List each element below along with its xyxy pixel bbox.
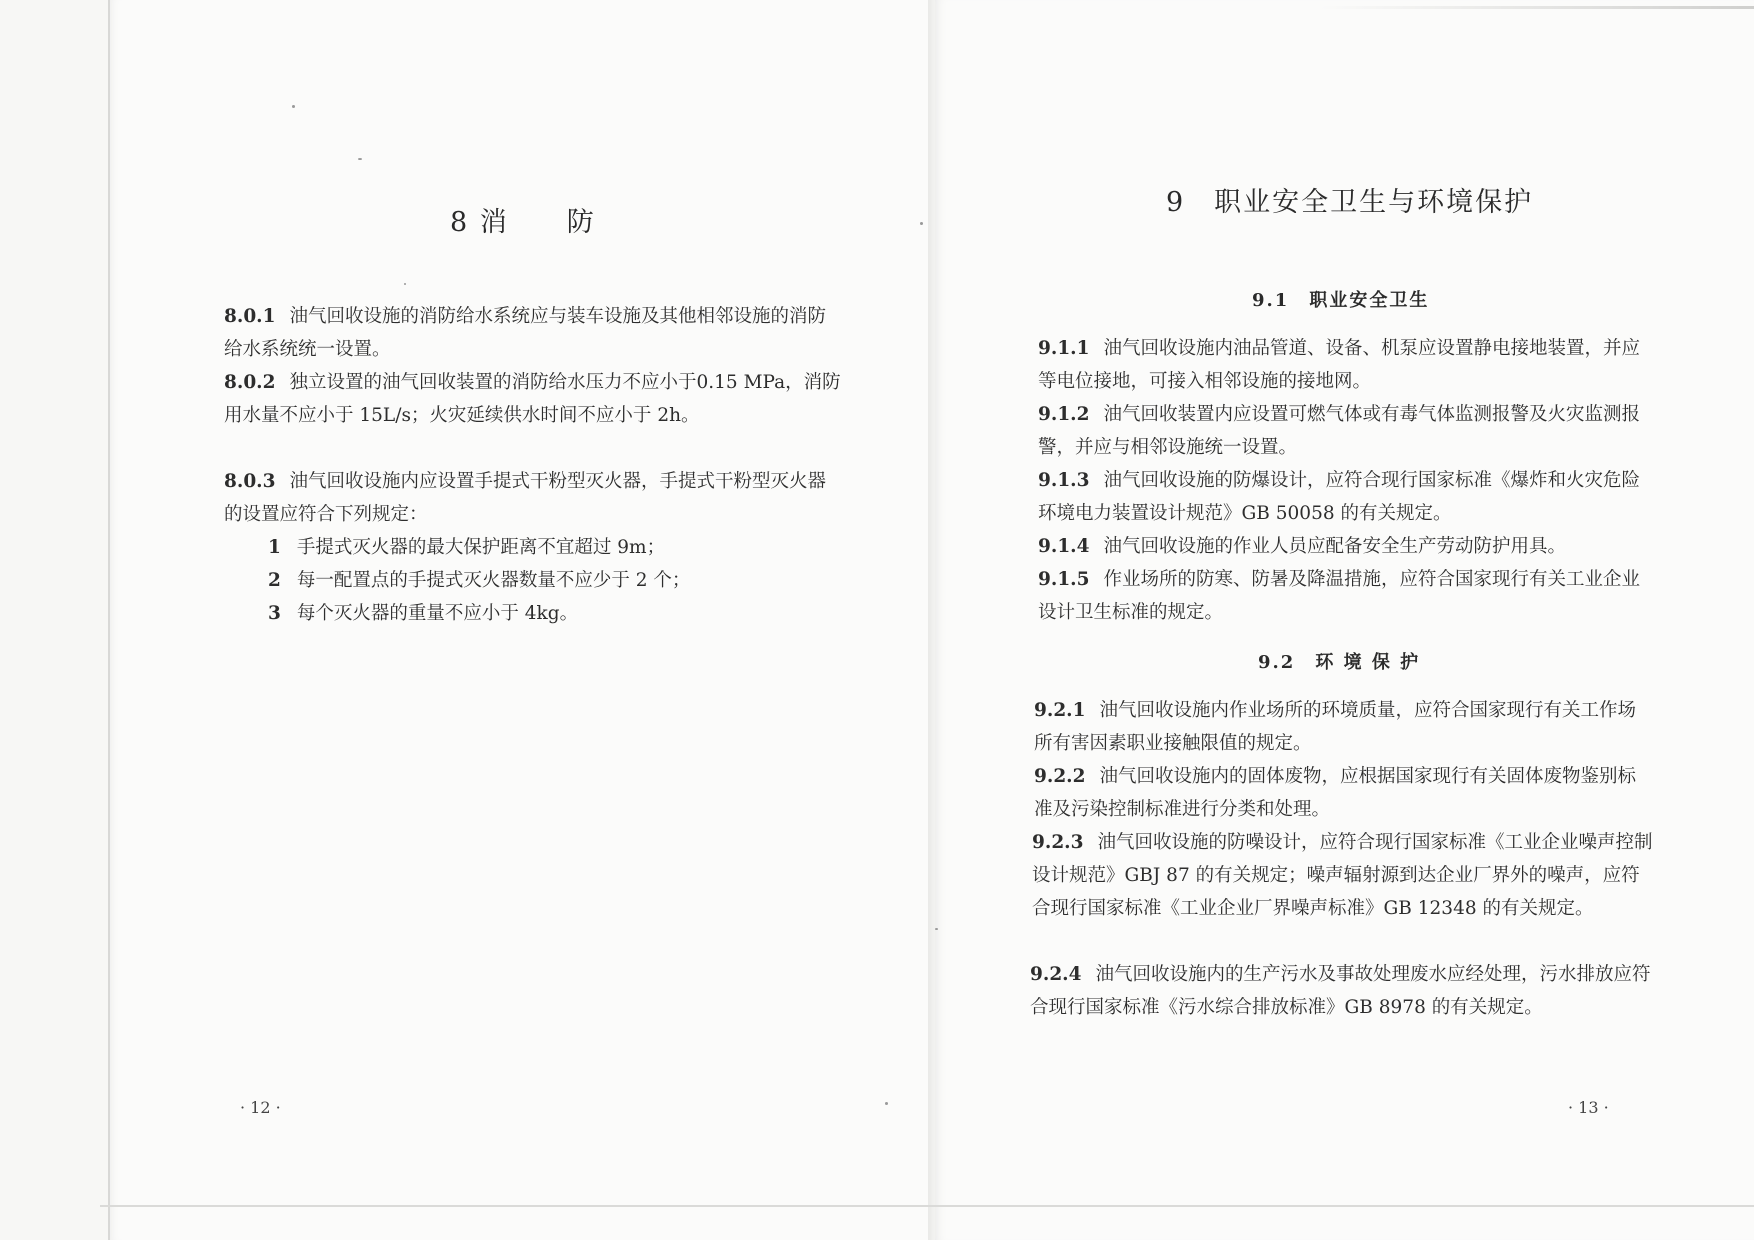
clause-9-1-5 — [1038, 563, 1658, 629]
clause-number: 9.1.1 — [1038, 338, 1090, 359]
clause-9-2-1 — [1034, 694, 1654, 760]
clause-number: 9.1.3 — [1038, 470, 1090, 491]
clause-number: 9.1.4 — [1038, 536, 1090, 557]
clause-number: 9.2.4 — [1030, 964, 1082, 985]
clause-9-1-3 — [1038, 464, 1658, 530]
clause-text: 油气回收设施内的固体废物，应根据国家现行有关固体废物鉴别标准及污染控制标准进行分类和处理。 — [1034, 766, 1637, 820]
list-number: 2 — [268, 570, 281, 591]
list-text: 每一配置点的手提式灭火器数量不应少于 2 个； — [296, 570, 691, 591]
clause-9-1-2 — [1038, 398, 1658, 464]
list-text: 每个灭火器的重量不应小于 4kg。 — [296, 603, 579, 624]
book-gutter — [928, 0, 935, 1240]
scan-speck — [358, 158, 362, 160]
clause-text: 油气回收装置内应设置可燃气体或有毒气体监测报警及火灾监测报警，并应与相邻设施统一设置。 — [1038, 404, 1641, 458]
clause-text: 油气回收设施的防爆设计，应符合现行国家标准《爆炸和火灾危险环境电力装置设计规范》GB 50058 的有关规定。 — [1038, 470, 1641, 524]
clause-number: 9.2.2 — [1034, 766, 1086, 787]
list-number: 1 — [268, 537, 281, 558]
page-bottom-edge — [100, 1205, 1754, 1207]
page-number-right: · 13 · — [1568, 1098, 1609, 1117]
scan-speck — [885, 1102, 888, 1105]
section-9-2-title: 9.2 环 境 保 护 — [1258, 652, 1421, 673]
clause-9-1-1 — [1038, 332, 1658, 398]
clause-number: 9.2.3 — [1032, 832, 1084, 853]
clause-text: 油气回收设施内作业场所的环境质量，应符合国家现行有关工作场所有害因素职业接触限值的规定。 — [1034, 700, 1637, 754]
clause-text: 油气回收设施内的生产污水及事故处理废水应经处理，污水排放应符合现行国家标准《污水综合排放标准》GB 8978 的有关规定。 — [1030, 964, 1651, 1018]
clause-number: 8.0.2 — [224, 372, 276, 393]
clause-9-1-4 — [1038, 530, 1678, 563]
clause-text: 油气回收设施内油品管道、设备、机泵应设置静电接地装置，并应等电位接地，可接入相邻设施的接地网。 — [1038, 338, 1641, 392]
clause-text: 独立设置的油气回收装置的消防给水压力不应小于0.15 MPa，消防用水量不应小于 15L/s；火灾延续供水时间不应小于 2h。 — [224, 372, 841, 426]
clause-8-0-3 — [224, 465, 844, 531]
clause-8-0-2 — [224, 366, 844, 432]
page-top-edge — [1320, 6, 1754, 9]
clause-number: 9.1.2 — [1038, 404, 1090, 425]
clause-8-0-1 — [224, 300, 844, 366]
scan-speck — [404, 283, 406, 285]
clause-9-2-3 — [1032, 826, 1654, 925]
clause-number: 8.0.1 — [224, 306, 276, 327]
list-item-1 — [268, 531, 665, 564]
page-number-left: · 12 · — [240, 1098, 281, 1117]
list-item-2 — [268, 564, 690, 597]
clause-text: 油气回收设施的防噪设计，应符合现行国家标准《工业企业噪声控制设计规范》GBJ 87 的有关规定；噪声辐射源到达企业厂界外的噪声，应符合现行国家标准《工业企业厂界噪声标准》GB 12348 的有关规定。 — [1032, 832, 1653, 919]
clause-number: 9.2.1 — [1034, 700, 1086, 721]
scan-speck — [920, 222, 923, 225]
section-9-1-title: 9.1 职业安全卫生 — [1252, 290, 1430, 311]
list-text: 手提式灭火器的最大保护距离不宜超过 9m； — [296, 537, 666, 558]
clause-number: 9.1.5 — [1038, 569, 1090, 590]
scan-speck — [935, 928, 938, 930]
chapter-8-title: 8 消 防 — [450, 207, 596, 238]
clause-text: 油气回收设施的作业人员应配备安全生产劳动防护用具。 — [1103, 536, 1567, 557]
clause-text: 油气回收设施内应设置手提式干粉型灭火器，手提式干粉型灭火器的设置应符合下列规定： — [224, 471, 827, 525]
scan-speck — [292, 105, 295, 108]
clause-9-2-2 — [1034, 760, 1654, 826]
list-number: 3 — [268, 603, 281, 624]
clause-text: 作业场所的防寒、防暑及降温措施，应符合国家现行有关工业企业设计卫生标准的规定。 — [1038, 569, 1641, 623]
clause-text: 油气回收设施的消防给水系统应与装车设施及其他相邻设施的消防给水系统统一设置。 — [224, 306, 827, 360]
clause-number: 8.0.3 — [224, 471, 276, 492]
list-item-3 — [268, 597, 578, 630]
chapter-9-title: 9 职业安全卫生与环境保护 — [1166, 187, 1534, 218]
clause-9-2-4 — [1030, 958, 1652, 1024]
